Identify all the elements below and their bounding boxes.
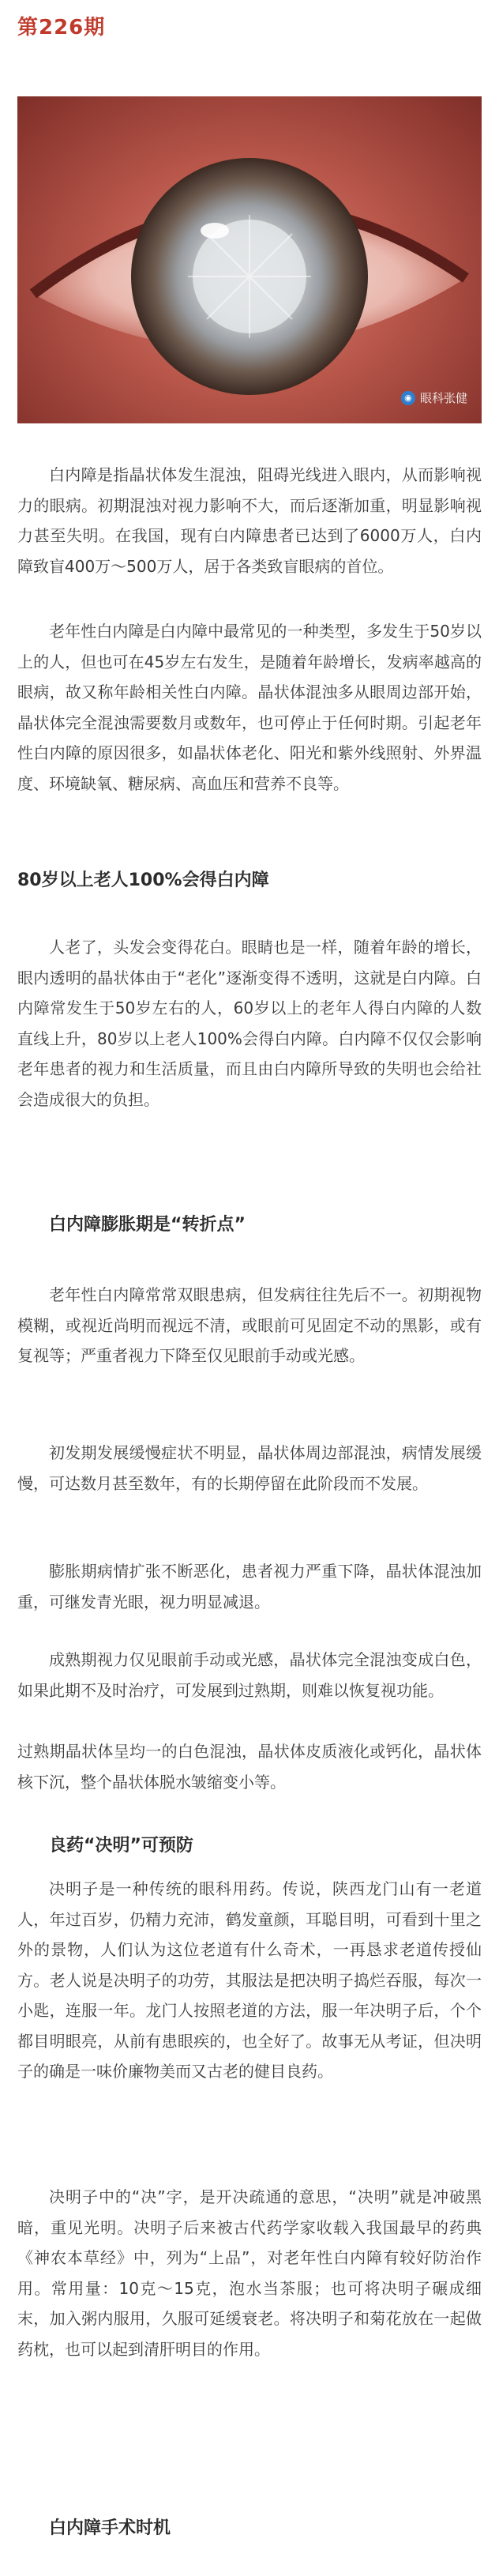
paragraph-intro: 白内障是指晶状体发生混浊，阻碍光线进入眼内，从而影响视力的眼病。初期混浊对视力影响不大，而后逐渐加重，明显影响视力甚至失明。在我国，现有白内障患者已达到了6000万人，白内障致盲400万～500万人，居于各类致盲眼病的首位。 <box>17 465 482 576</box>
wechat-icon: ◉ <box>401 391 415 405</box>
heading-turning-point: 白内障膨胀期是“转折点” <box>49 1215 246 1235</box>
paragraph-swelling-stage: 膨胀期病情扩张不断恶化，患者视力严重下降，晶状体混浊加重，可继发青光眼，视力明显减退。 <box>17 1562 482 1611</box>
paragraph-aging: 人老了，头发会变得花白。眼睛也是一样，随着年龄的增长，眼内透明的晶状体由于“老化”逐渐变得不透明，这就是白内障。白内障常发生于50岁左右的人，60岁以上的老年人得白内障的人数直线上升，80岁以上老人100%会得白内障。白内障不仅仅会影响老年患者的视力和生活质量，而且由白内障所导致的失明也会给社会造成很大的负担。 <box>17 938 482 1109</box>
issue-number: 第226期 <box>17 16 106 39</box>
heading-80-plus: 80岁以上老人100%会得白内障 <box>17 871 269 890</box>
paragraph-mature-stage: 成熟期视力仅见眼前手动或光感，晶状体完全混浊变成白色，如果此期不及时治疗，可发展到过熟期，则难以恢复视功能。 <box>17 1650 482 1700</box>
paragraph-initial-stage: 初发期发展缓慢症状不明显，晶状体周边部混浊，病情发展缓慢，可达数月甚至数年，有的长期停留在此阶段而不发展。 <box>17 1443 482 1493</box>
heading-surgery-timing: 白内障手术时机 <box>49 2518 171 2538</box>
paragraph-senile-cataract: 老年性白内障是白内障中最常见的一种类型，多发生于50岁以上的人，但也可在45岁左右发生，是随着年龄增长，发病率越高的眼病，故又称年龄相关性白内障。晶状体混浊多从眼周边部开始，晶状体完全混浊需要数月或数年，也可停止于任何时期。引起老年性白内障的原因很多，如晶状体老化、阳光和紫外线照射、外界温度、环境缺氧、糖尿病、高血压和营养不良等。 <box>17 622 482 793</box>
paragraph-hypermature-stage: 过熟期晶状体呈均一的白色混浊，晶状体皮质液化或钙化，晶状体核下沉，整个晶状体脱水皱缩变小等。 <box>17 1742 482 1792</box>
heading-cassia-seed: 良药“决明”可预防 <box>49 1836 193 1856</box>
eye-illustration <box>17 96 482 423</box>
watermark-text: 眼科张健 <box>419 391 467 405</box>
cataract-eye-photo <box>17 96 482 423</box>
paragraph-cassia-usage: 决明子中的“决”字，是开决疏通的意思，“决明”就是冲破黑暗，重见光明。决明子后来被古代药学家收载入我国最早的药典《神农本草经》中，列为“上品”，对老年性白内障有较好防治作用。常用量：10克～15克，泡水当茶服；也可将决明子碾成细末，加入粥内服用，久服可延缓衰老。将决明子和菊花放在一起做药枕，也可以起到清肝明目的作用。 <box>17 2187 482 2359</box>
paragraph-cassia-legend: 决明子是一种传统的眼科用药。传说，陕西龙门山有一老道人，年过百岁，仍精力充沛，鹤发童颜，耳聪目明，可看到十里之外的景物，人们认为这位老道有什么奇术，一再恳求老道传授仙方。老人说是决明子的功劳，其服法是把决明子捣烂吞服，每次一小匙，连服一年。龙门人按照老道的方法，服一年决明子后，个个都目明眼亮，从前有患眼疾的，也全好了。故事无从考证，但决明子的确是一味价廉物美而又古老的健目良药。 <box>17 1879 482 2081</box>
paragraph-symptoms: 老年性白内障常常双眼患病，但发病往往先后不一。初期视物模糊，或视近尚明而视远不清，或眼前可见固定不动的黑影，或有复视等；严重者视力下降至仅见眼前手动或光感。 <box>17 1285 482 1365</box>
watermark <box>401 389 467 406</box>
